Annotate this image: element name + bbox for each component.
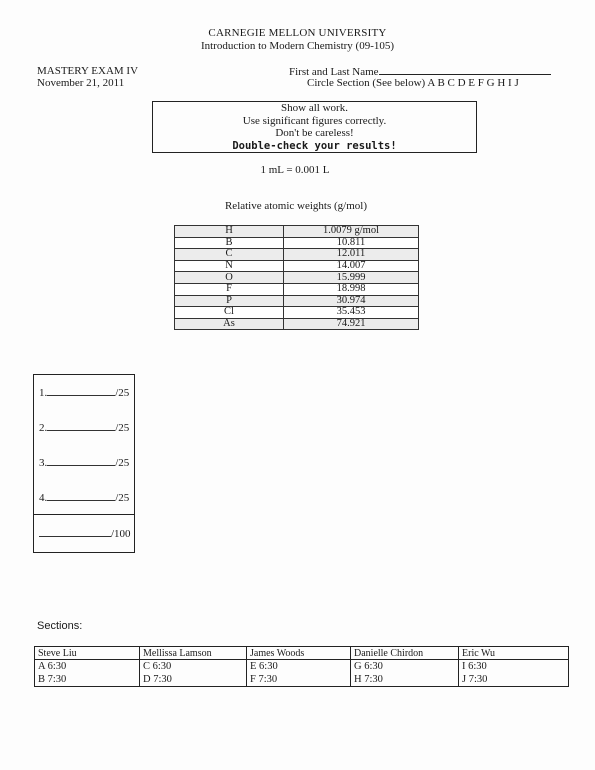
instruction-line: Use significant figures correctly. [242,114,387,127]
instructor-header: Eric Wu [459,647,569,660]
section-cell: F 7:30 [247,673,351,687]
atomic-weights-title: Relative atomic weights (g/mol) [224,200,368,212]
score-total-row [39,527,131,540]
name-label: First and Last Name [289,66,379,78]
table-row [175,226,419,238]
score-max: /25 [115,457,130,469]
score-total-max: /100 [111,528,131,540]
score-row-2 [39,421,129,434]
instruction-line: Don't be careless! [275,127,354,139]
weight-cell: 1.0079 g/mol [284,226,419,238]
section-cell: B 7:30 [35,673,140,687]
element-cell: As [175,318,284,330]
element-cell: F [175,283,284,295]
weight-cell: 35.453 [284,307,419,319]
table-header-row [35,647,569,660]
table-row [175,283,419,295]
instructor-header: Steve Liu [35,647,140,660]
instructor-header: Danielle Chirdon [351,647,459,660]
table-row [35,673,569,687]
score-blank[interactable] [47,386,115,396]
atomic-weights-table [174,225,419,330]
weight-cell: 12.011 [284,249,419,261]
question-number: 3. [39,457,48,469]
score-max: /25 [115,422,130,434]
question-number: 4. [39,492,48,504]
exam-date: November 21, 2011 [37,77,125,89]
table-row [175,237,419,249]
university-title: CARNEGIE MELLON UNIVERSITY [208,27,387,39]
section-cell: J 7:30 [459,673,569,687]
weight-cell: 14.007 [284,260,419,272]
element-cell: P [175,295,284,307]
question-number: 2. [39,422,48,434]
section-cell: D 7:30 [140,673,247,687]
table-row [175,272,419,284]
score-blank[interactable] [47,421,115,431]
section-field: Circle Section (See below) A B C D E F G H I J [307,77,519,89]
weight-cell: 74.921 [284,318,419,330]
section-cell: A 6:30 [35,660,140,674]
sections-table [34,646,569,687]
section-cell: E 6:30 [247,660,351,674]
total-blank[interactable] [39,527,111,537]
section-cell: G 6:30 [351,660,459,674]
element-cell: B [175,237,284,249]
element-cell: Cl [175,307,284,319]
section-cell: I 6:30 [459,660,569,674]
question-number: 1. [39,387,48,399]
score-max: /25 [115,492,130,504]
weight-cell: 10.811 [284,237,419,249]
instructor-header: James Woods [247,647,351,660]
element-cell: H [175,226,284,238]
course-title: Introduction to Modern Chemistry (09-105) [200,40,395,52]
table-row [175,260,419,272]
score-row-1 [39,386,129,399]
score-divider [34,514,134,515]
score-blank[interactable] [47,456,115,466]
section-cell: C 6:30 [140,660,247,674]
table-row [35,660,569,674]
element-cell: C [175,249,284,261]
score-box [33,374,135,553]
score-blank[interactable] [47,491,115,501]
table-row [175,307,419,319]
score-row-4 [39,491,129,504]
table-row [175,249,419,261]
weight-cell: 18.998 [284,283,419,295]
instruction-line: Show all work. [281,102,348,114]
exam-title: MASTERY EXAM IV [37,65,139,77]
instructor-header: Mellissa Lamson [140,647,247,660]
table-row [175,295,419,307]
section-cell: H 7:30 [351,673,459,687]
unit-conversion: 1 mL = 0.001 L [260,164,330,176]
element-cell: N [175,260,284,272]
element-cell: O [175,272,284,284]
table-row [175,318,419,330]
instructions-box [152,101,477,153]
score-row-3 [39,456,129,469]
sections-label: Sections: [37,620,83,632]
name-blank[interactable] [379,65,551,75]
score-max: /25 [115,387,130,399]
instruction-line: Double-check your results! [232,139,397,152]
weight-cell: 30.974 [284,295,419,307]
weight-cell: 15.999 [284,272,419,284]
